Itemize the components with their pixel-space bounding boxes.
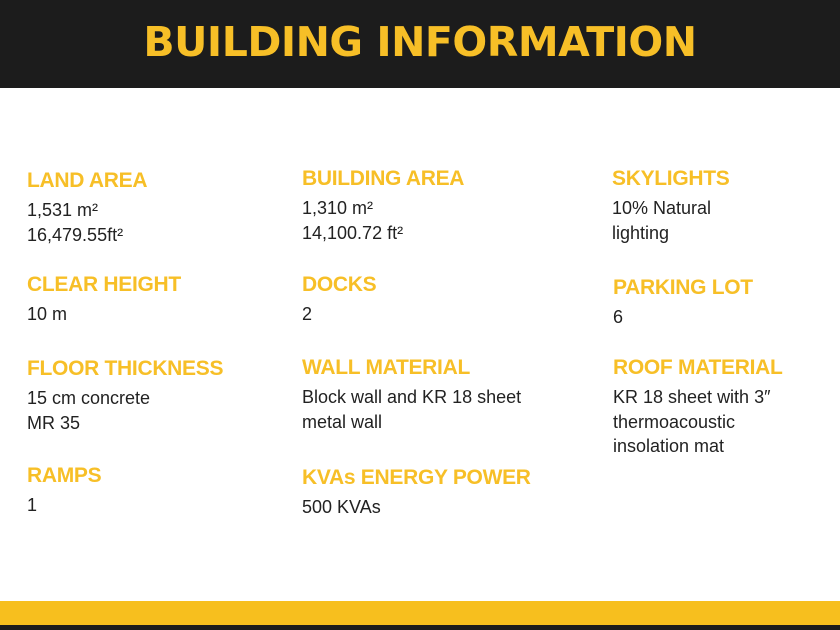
info-value: 500 KVAs [302,497,381,517]
info-value: 10 m [27,304,68,324]
info-label: DOCKS [302,273,377,296]
info-docks [302,273,376,327]
info-label: LAND AREA [27,169,148,192]
info-value: 2 [302,304,313,324]
info-building-area [302,167,464,245]
info-label: ROOF MATERIAL [613,356,783,379]
info-wall-material [302,356,521,434]
info-roof-material [613,356,783,459]
info-value: Block wall and KR 18 sheet metal wall [302,387,522,432]
footer-dark-strip [0,625,840,630]
info-floor-thickness [27,357,223,435]
info-value: 1 [27,495,38,515]
info-ramps [27,464,101,518]
info-skylights [612,167,729,245]
info-label: PARKING LOT [613,276,753,299]
info-label: SKYLIGHTS [612,167,730,190]
info-label: RAMPS [27,464,102,487]
info-land-area [27,169,147,247]
info-label: BUILDING AREA [302,167,465,190]
header-banner [0,0,840,88]
info-label: CLEAR HEIGHT [27,273,181,296]
info-kvas-energy-power [302,466,531,520]
page-title: BUILDING INFORMATION [143,18,697,66]
info-clear-height [27,273,181,327]
info-label: FLOOR THICKNESS [27,357,224,380]
info-value: 6 [613,307,624,327]
info-value: 10% Natural lighting [612,198,712,243]
info-value: 15 cm concrete MR 35 [27,388,151,433]
info-label: KVAs ENERGY POWER [302,466,531,489]
info-parking-lot [613,276,753,330]
info-label: WALL MATERIAL [302,356,470,379]
info-value: KR 18 sheet with 3″ thermoacoustic insolation mat [613,387,771,456]
info-value: 1,531 m² 16,479.55ft² [27,200,124,245]
footer-accent-bar [0,601,840,625]
info-value: 1,310 m² 14,100.72 ft² [302,198,404,243]
